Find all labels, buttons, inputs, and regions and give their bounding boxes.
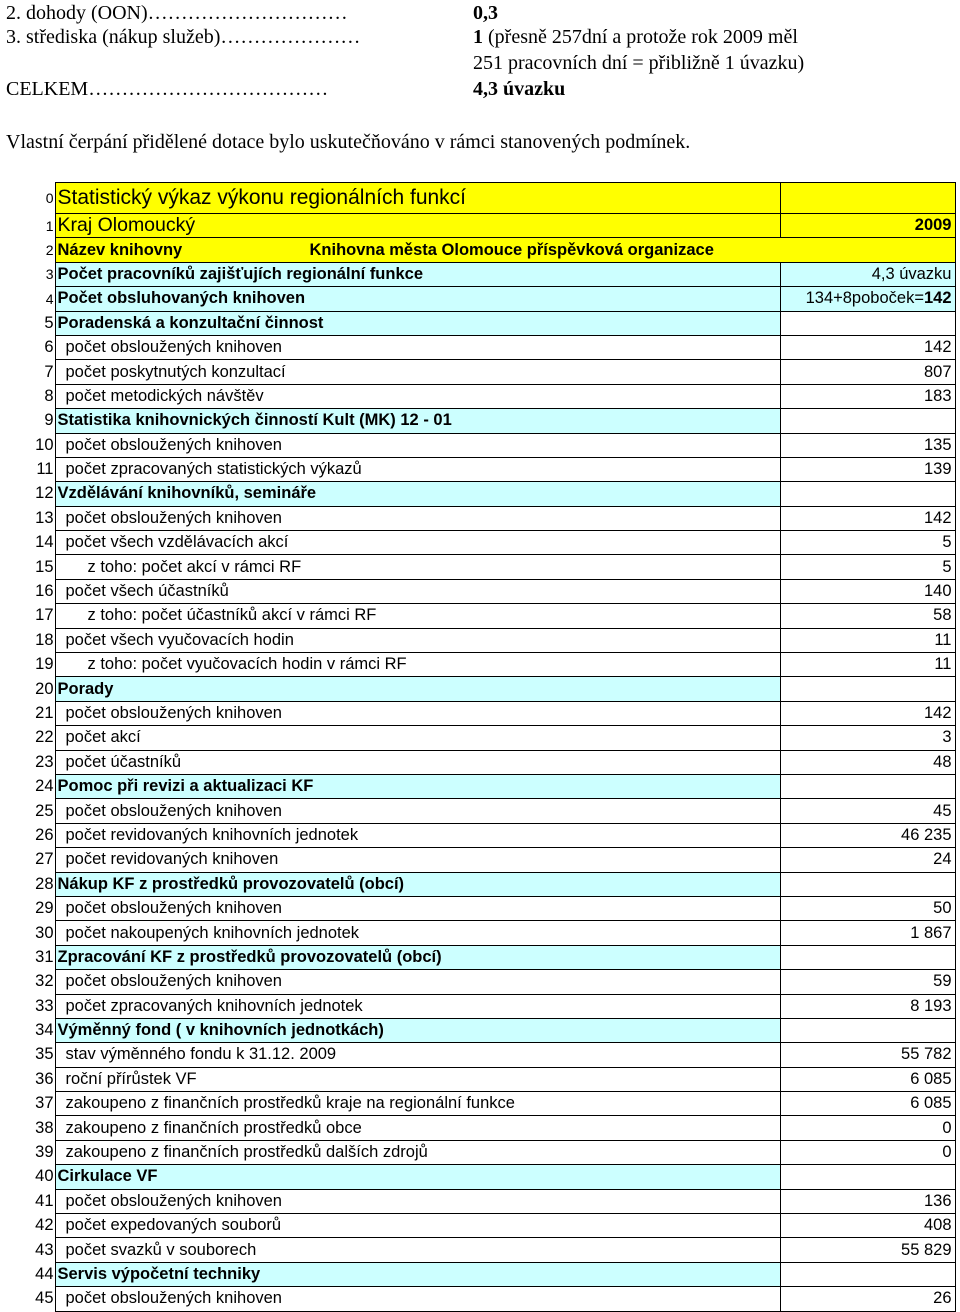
section-title: Cirkulace VF (55, 1165, 780, 1189)
row-number: 20 (35, 679, 54, 698)
row-number: 5 (44, 313, 54, 332)
row-value: 6 085 (780, 1067, 955, 1091)
intro-note: Vlastní čerpání přidělené dotace bylo uskutečňováno v rámci stanovených podmínek. (6, 131, 691, 153)
row-value (780, 677, 955, 701)
row-label: počet zpracovaných knihovních jednotek (55, 994, 780, 1018)
row-value: 142 (780, 335, 955, 359)
row-value: 139 (780, 457, 955, 481)
row-value: 6 085 (780, 1092, 955, 1116)
region-year: 2009 (780, 214, 955, 238)
row-value: 8 193 (780, 994, 955, 1018)
row-number: 39 (35, 1143, 54, 1162)
row-value: 55 782 (780, 1043, 955, 1067)
table-row (28, 628, 955, 652)
row-number: 10 (35, 435, 54, 454)
statistics-table (28, 182, 956, 1312)
table-row (28, 360, 955, 384)
section-header-row (28, 1262, 955, 1286)
row-number: 21 (35, 704, 54, 722)
row-label: počet všech vzdělávacích akcí (55, 531, 780, 555)
row-number: 23 (35, 752, 54, 771)
table-row (28, 970, 955, 994)
table-row (28, 799, 955, 823)
row-label: počet zpracovaných statistických výkazů (55, 457, 780, 481)
row-value: 59 (780, 970, 955, 994)
row-number: 2 (28, 238, 55, 262)
table-row (28, 1287, 955, 1311)
row-number: 18 (35, 630, 54, 649)
section-title: Statistika knihovnických činností Kult (MK) 12 - 01 (55, 409, 780, 433)
row-label: počet obsloužených knihoven (55, 1287, 780, 1311)
served-libraries-value (780, 287, 955, 311)
row-value (780, 1018, 955, 1042)
section-title: Nákup KF z prostředků provozovatelů (obcí) (55, 872, 780, 896)
row-label: počet všech vyučovacích hodin (55, 628, 780, 652)
row-label: počet akcí (55, 726, 780, 750)
row-value (780, 872, 955, 896)
intro-value-dohody: 0,3 (473, 2, 498, 24)
row-number: 6 (44, 338, 54, 357)
row-value (780, 311, 955, 335)
row-number: 44 (35, 1264, 54, 1283)
row-value: 135 (780, 433, 955, 457)
table-row (28, 823, 955, 847)
row-value: 1 867 (780, 921, 955, 945)
row-number: 32 (35, 972, 54, 991)
section-title: Porady (55, 677, 780, 701)
region-label: Kraj Olomoucký (55, 214, 780, 238)
row-value: 0 (780, 1116, 955, 1140)
row-number: 7 (44, 362, 54, 381)
section-header-row (28, 1165, 955, 1189)
row-number: 38 (35, 1118, 54, 1137)
row-value: 24 (780, 848, 955, 872)
table-row (28, 653, 955, 677)
row-value (780, 482, 955, 506)
row-number: 26 (35, 825, 54, 844)
row-number: 4 (45, 290, 54, 307)
intro-line-pracovni-dny: 251 pracovních dní = přibližně 1 úvazku) (473, 52, 805, 74)
row-number: 13 (35, 508, 54, 527)
row-value: 45 (780, 799, 955, 823)
row-label: počet revidovaných knihoven (55, 848, 780, 872)
row-number: 14 (35, 533, 54, 552)
row-number: 1 (28, 214, 55, 238)
table-row (28, 384, 955, 408)
row-value: 142 (780, 506, 955, 530)
statistics-table-body (28, 183, 955, 1312)
served-libraries-label: Počet obsluhovaných knihoven (55, 287, 780, 311)
library-name-row (28, 238, 955, 262)
table-row (28, 750, 955, 774)
row-value: 408 (780, 1214, 955, 1238)
section-title: Zpracování KF z prostředků provozovatelů (obcí) (55, 945, 780, 969)
row-label: počet obsloužených knihoven (55, 701, 780, 725)
table-row (28, 1116, 955, 1140)
table-title-value (780, 183, 955, 214)
row-value: 3 (780, 726, 955, 750)
row-value: 50 (780, 896, 955, 920)
row-value: 136 (780, 1189, 955, 1213)
served-libraries-value-main: 134+8poboček= (805, 289, 924, 308)
table-row (28, 555, 955, 579)
row-number: 24 (35, 777, 54, 796)
row-value: 0 (780, 1140, 955, 1164)
row-value: 48 (780, 750, 955, 774)
table-row (28, 433, 955, 457)
section-title: Pomoc při revizi a aktualizaci KF (55, 774, 780, 798)
staff-row (28, 262, 955, 286)
row-value: 11 (780, 628, 955, 652)
row-label: počet expedovaných souborů (55, 1214, 780, 1238)
table-row (28, 1214, 955, 1238)
row-value: 142 (780, 701, 955, 725)
section-header-row (28, 872, 955, 896)
row-label: počet obsloužených knihoven (55, 896, 780, 920)
row-value: 5 (780, 531, 955, 555)
row-number: 30 (35, 923, 54, 942)
table-row (28, 848, 955, 872)
row-value: 5 (780, 555, 955, 579)
row-label: roční přírůstek VF (55, 1067, 780, 1091)
row-label: počet poskytnutých konzultací (55, 360, 780, 384)
row-number: 8 (44, 386, 54, 405)
region-row (28, 214, 955, 238)
row-label: počet obsloužených knihoven (55, 506, 780, 530)
row-number: 17 (35, 606, 54, 625)
row-label: počet obsloužených knihoven (55, 335, 780, 359)
library-label: Název knihovny (57, 240, 183, 259)
table-row (28, 701, 955, 725)
table-row (28, 506, 955, 530)
row-label: počet účastníků (55, 750, 780, 774)
staff-value: 4,3 úvazku (780, 262, 955, 286)
table-row (28, 921, 955, 945)
row-number: 0 (28, 183, 55, 214)
table-row (28, 896, 955, 920)
intro-value-strediska: 1 (473, 26, 483, 48)
row-number: 22 (35, 728, 54, 747)
row-label: počet nakoupených knihovních jednotek (55, 921, 780, 945)
intro-value-celkem: 4,3 úvazku (473, 78, 566, 100)
row-value (780, 945, 955, 969)
row-number: 12 (35, 484, 54, 503)
table-row (28, 335, 955, 359)
section-title: Výměnný fond ( v knihovních jednotkách) (55, 1018, 780, 1042)
row-number: 35 (35, 1045, 54, 1064)
table-title-row (28, 183, 955, 214)
row-value: 46 235 (780, 823, 955, 847)
table-row (28, 1140, 955, 1164)
section-header-row (28, 677, 955, 701)
row-number: 29 (35, 899, 54, 918)
row-value: 807 (780, 360, 955, 384)
intro-line-strediska: 3. střediska (nákup služeb)………………… (6, 26, 361, 48)
table-row (28, 579, 955, 603)
section-title: Servis výpočetní techniky (55, 1262, 780, 1286)
section-header-row (28, 311, 955, 335)
table-row (28, 1092, 955, 1116)
row-number: 31 (35, 947, 54, 966)
row-number: 25 (35, 801, 54, 820)
row-value (780, 1165, 955, 1189)
table-row (28, 1238, 955, 1262)
row-number: 41 (35, 1191, 54, 1210)
row-number: 27 (35, 850, 54, 869)
row-value (780, 774, 955, 798)
row-number: 45 (35, 1289, 54, 1308)
table-row (28, 1189, 955, 1213)
table-row (28, 531, 955, 555)
library-name-cell (55, 238, 955, 262)
row-number: 33 (35, 996, 54, 1015)
row-label: zakoupeno z finančních prostředků kraje na regionální funkce (55, 1092, 780, 1116)
intro-line-celkem: CELKEM……………………………… (6, 78, 329, 100)
row-label: z toho: počet akcí v rámci RF (55, 555, 780, 579)
row-number: 42 (35, 1216, 54, 1235)
row-value: 58 (780, 604, 955, 628)
section-header-row (28, 409, 955, 433)
row-label: stav výměnného fondu k 31.12. 2009 (55, 1043, 780, 1067)
row-value: 26 (780, 1287, 955, 1311)
row-number: 19 (35, 655, 54, 674)
row-number: 43 (35, 1240, 54, 1259)
table-row (28, 457, 955, 481)
row-number: 9 (44, 411, 54, 430)
intro-line-dohody: 2. dohody (OON)………………………… (6, 2, 348, 24)
row-number: 16 (35, 582, 54, 601)
row-value (780, 1262, 955, 1286)
row-number: 15 (35, 557, 54, 576)
row-label: počet obsloužených knihoven (55, 433, 780, 457)
row-value: 140 (780, 579, 955, 603)
intro-value-strediska-note: (přesně 257dní a protože rok 2009 měl (483, 26, 798, 48)
row-label: počet revidovaných knihovních jednotek (55, 823, 780, 847)
row-label: počet všech účastníků (55, 579, 780, 603)
row-label: z toho: počet vyučovacích hodin v rámci RF (55, 653, 780, 677)
section-header-row (28, 945, 955, 969)
row-value: 183 (780, 384, 955, 408)
row-label: počet svazků v souborech (55, 1238, 780, 1262)
table-title: Statistický výkaz výkonu regionálních funkcí (55, 183, 780, 214)
row-value (780, 409, 955, 433)
section-header-row (28, 1018, 955, 1042)
row-value: 11 (780, 653, 955, 677)
section-title: Poradenská a konzultační činnost (55, 311, 780, 335)
table-row (28, 726, 955, 750)
row-label: z toho: počet účastníků akcí v rámci RF (55, 604, 780, 628)
row-label: počet metodických návštěv (55, 384, 780, 408)
served-libraries-row (28, 287, 955, 311)
row-number: 3 (45, 266, 54, 283)
row-label: počet obsloužených knihoven (55, 1189, 780, 1213)
row-value: 55 829 (780, 1238, 955, 1262)
row-number: 11 (36, 460, 54, 479)
row-label: zakoupeno z finančních prostředků dalších zdrojů (55, 1140, 780, 1164)
row-label: počet obsloužených knihoven (55, 799, 780, 823)
table-row (28, 994, 955, 1018)
row-number: 28 (35, 874, 54, 893)
staff-label: Počet pracovníků zajišťujích regionální funkce (55, 262, 780, 286)
section-title: Vzdělávání knihovníků, semináře (55, 482, 780, 506)
section-header-row (28, 482, 955, 506)
row-label: počet obsloužených knihoven (55, 970, 780, 994)
row-number: 37 (35, 1094, 54, 1113)
table-row (28, 1067, 955, 1091)
row-number: 40 (35, 1167, 54, 1186)
served-libraries-value-total: 142 (923, 289, 952, 308)
row-number: 34 (35, 1021, 54, 1040)
table-row (28, 604, 955, 628)
row-label: zakoupeno z finančních prostředků obce (55, 1116, 780, 1140)
section-header-row (28, 774, 955, 798)
row-number: 36 (35, 1069, 54, 1088)
table-row (28, 1043, 955, 1067)
library-name: Knihovna města Olomouce příspěvková organizace (309, 240, 714, 259)
